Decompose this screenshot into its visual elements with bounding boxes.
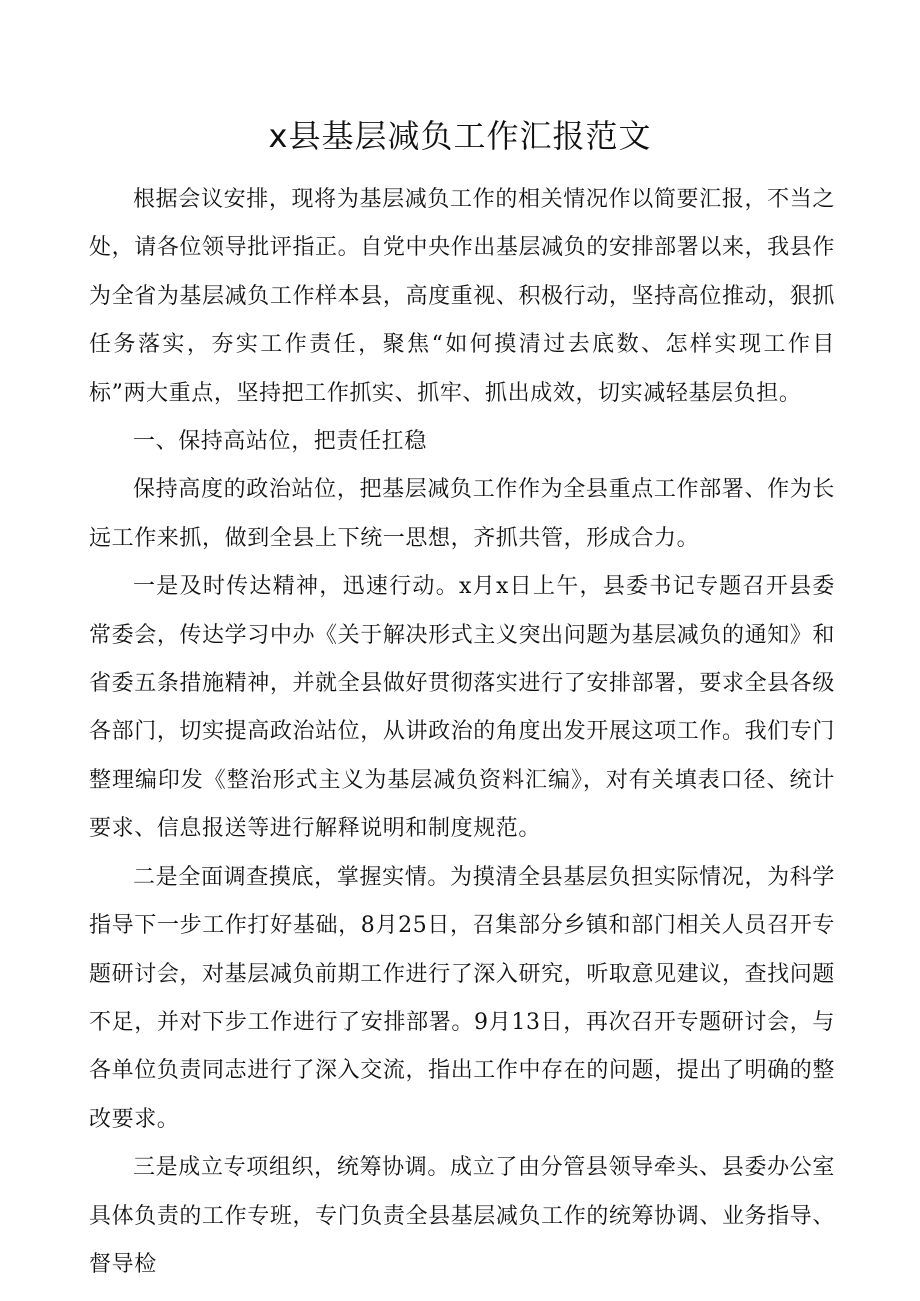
paragraph-item-1: 一是及时传达精神，迅速行动。x月x日上午，县委书记专题召开县委常委会，传达学习中办《关于解决形式主义突出问题为基层减负的通知》和省委五条措施精神，并就全县做好贯彻落实进行了安排部署，要求全县各级各部门，切实提高政治站位，从讲政治的角度出发开展这项工作。我们专门整理编印发《整治形式主义为基层减负资料汇编》，对有关填表口径、统计要求、信息报送等进行解释说明和制度规范。 [89,574,835,842]
paragraph-item-3: 三是成立专项组织，统筹协调。成立了由分管县领导牵头、县委办公室具体负责的工作专班，专门负责全县基层减负工作的统筹协调、业务指导、督导检 [89,1155,835,1277]
paragraph-intro: 根据会议安排，现将为基层减负工作的相关情况作以简要汇报，不当之处，请各位领导批评指正。自党中央作出基层减负的安排部署以来，我县作为全省为基层减负工作样本县，高度重视、积极行动，坚持高位推动，狠抓任务落实，夯实工作责任，聚焦“如何摸清过去底数、怎样实现工作目标”两大重点，坚持把工作抓实、抓牢、抓出成效，切实减轻基层负担。 [89,187,835,406]
section-heading-1: 一、保持高站位，把责任扛稳 [133,429,427,455]
paragraph-item-2: 二是全面调查摸底，掌握实情。为摸清全县基层负担实际情况，为科学指导下一步工作打好基础，8月25日，召集部分乡镇和部门相关人员召开专题研讨会，对基层减负前期工作进行了深入研究，听取意见建议，查找问题不足，并对下步工作进行了安排部署。9月13日，再次召开专题研讨会，与各单位负责同志进行了深入交流，指出工作中存在的问题，提出了明确的整改要求。 [89,864,835,1132]
paragraph-section-1-summary: 保持高度的政治站位，把基层减负工作作为全县重点工作部署、作为长远工作来抓，做到全县上下统一思想，齐抓共管，形成合力。 [89,477,835,551]
document-body [89,176,835,1289]
document-title: x县基层减负工作汇报范文 [268,117,652,155]
